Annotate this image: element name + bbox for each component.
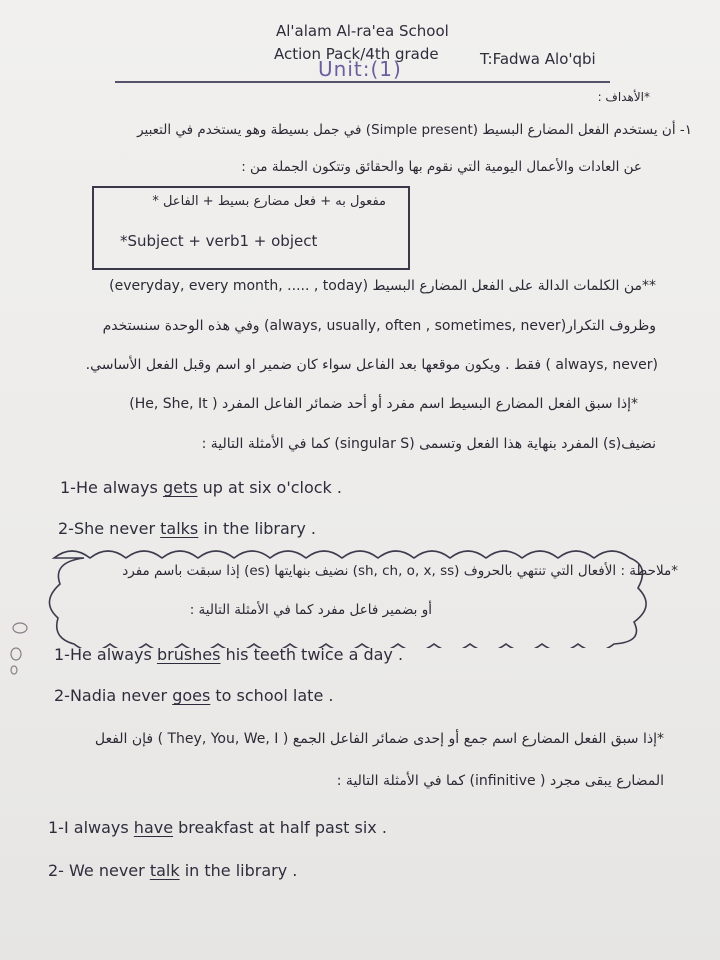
unit-title: Unit:(1)	[318, 57, 402, 81]
teacher-name: T:Fadwa Alo'qbi	[480, 50, 596, 68]
note-line-1: *ملاحظة : الأفعال التي تنتهي بالحروف (sh, ch, o, x, ss) نضيف بنهايتها (es) إذا سبقت باسم مفرد	[122, 563, 678, 579]
formula-english: *Subject + verb1 + object	[120, 232, 318, 250]
objective-1-line-1: ١- أن يستخدم الفعل المضارع البسيط (Simple present) في جمل بسيطة وهو يستخدم في التعبير	[137, 122, 692, 138]
example-3-2: 2- We never talk in the library .	[48, 861, 298, 880]
keywords-line-1: **من الكلمات الدالة على الفعل المضارع البسيط (everyday, every month, ..... , today)	[109, 278, 656, 294]
plural-rule-line-1: *إذا سبق الفعل المضارع اسم جمع أو إحدى ضمائر الفاعل الجمع ( They, You, We, I ) فإن الفعل	[94, 731, 664, 747]
singular-rule-line-2: نضيف(s) المفرد بنهاية هذا الفعل وتسمى (singular S) كما في الأمثلة التالية :	[201, 436, 656, 452]
example-verb: goes	[172, 686, 211, 705]
example-verb: brushes	[156, 645, 221, 664]
example-verb: talks	[160, 519, 199, 538]
plural-rule-line-2: المضارع يبقى مجرد ( infinitive) كما في الأمثلة التالية :	[336, 773, 664, 789]
example-1-2: 2-She never talks in the library .	[58, 519, 317, 538]
keywords-line-3: (always, never ) فقط . ويكون موقعها بعد الفاعل سواء كان ضمير او اسم وقبل الفعل الأساسي.	[85, 357, 658, 373]
margin-hole-marks	[6, 618, 36, 678]
example-3-1: 1-I always have breakfast at half past six .	[48, 818, 387, 837]
note-cloud-border	[14, 540, 706, 648]
example-2-2: 2-Nadia never goes to school late .	[54, 686, 334, 705]
example-verb: talk	[149, 861, 180, 880]
example-verb: gets	[162, 478, 198, 497]
singular-rule-line-1: *إذا سبق الفعل المضارع البسيط اسم مفرد أو أحد ضمائر الفاعل المفرد ( He, She, It)	[129, 396, 638, 412]
objective-1-line-2: عن العادات والأعمال اليومية التي نقوم بها والحقائق وتتكون الجملة من :	[241, 159, 642, 175]
example-1-1: 1-He always gets up at six o'clock .	[60, 478, 342, 497]
note-line-2: أو بضمير فاعل مفرد كما في الأمثلة التالية :	[189, 602, 432, 618]
example-2-1: 1-He always brushes his teeth twice a day .	[54, 645, 404, 664]
formula-box	[92, 186, 410, 270]
keywords-line-2: وظروف التكرار(always, usually, often , sometimes, never) وفي هذه الوحدة سنستخدم	[102, 318, 656, 334]
objectives-heading: *الأهداف :	[597, 90, 650, 104]
header-divider	[115, 81, 610, 83]
example-verb: have	[133, 818, 174, 837]
course-title: Action Pack/4th grade	[274, 45, 439, 63]
school-name: Al'alam Al-ra'ea School	[276, 22, 449, 40]
formula-arabic: مفعول به + فعل مضارع بسيط + الفاعل *	[152, 194, 386, 209]
